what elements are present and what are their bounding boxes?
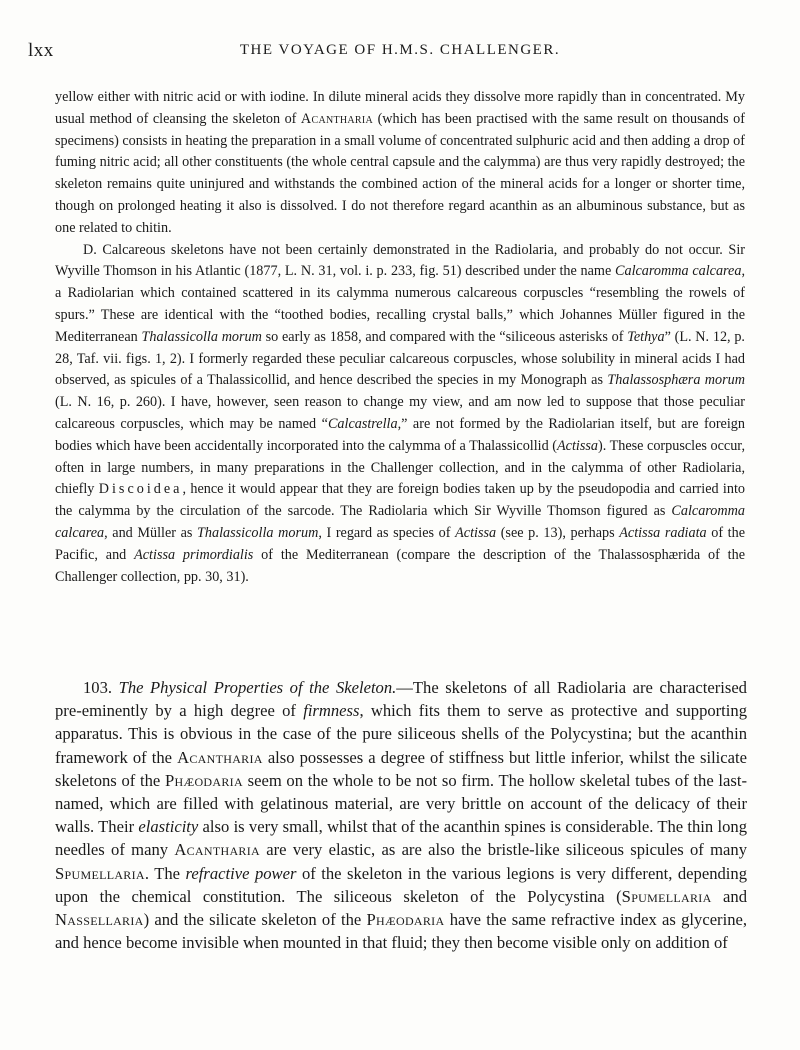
taxon-name: Thalassosphæra morum [607, 372, 745, 389]
taxon-name: Actissa [455, 524, 497, 541]
page-header [28, 40, 772, 70]
small-type-section [55, 87, 745, 588]
section-103 [55, 676, 747, 954]
taxon-name: Tethya [627, 328, 665, 345]
section-heading: The Physical Properties of the Skeleton. [118, 678, 397, 697]
taxon-name: Calcaromma calcarea [55, 503, 745, 541]
small-caps-term: Acantharia [300, 110, 374, 127]
taxon-name: Actissa radiata [619, 524, 707, 541]
taxon-name: Calcaromma calcarea [615, 263, 742, 280]
taxon-name: Thalassicolla morum [197, 524, 319, 541]
small-caps-term: Acantharia [174, 840, 260, 860]
small-caps-term: Nassellaria [55, 910, 144, 930]
taxon-name: Actissa [557, 437, 598, 454]
paragraph-calcareous-skeletons: D. Calcareous skeletons have not been certainly demonstrated in the Radiolaria, and probably do not occur. Sir Wyville Thomson in his Atlantic (1877, L. N. 31, vol. i. p. 233, fig. 51) described under the name Calcaromma calcarea, a Radiolarian which contained scattered in its calymma numerous calcareous corpuscles “resembling the rowels of spurs.” These are identical with the “toothed bodies, recalling crystal balls,” which Johannes Müller figured in the Mediterranean Thalassicolla morum so early as 1858, and compared with the “siliceous asterisks of Tethya” (L. N. 12, p. 28, Taf. vii. figs. 1, 2). I formerly regarded these peculiar calcareous corpuscles, whose solubility in mineral acids I had observed, as spicules of a Thalassicollid, and hence described the species in my Monograph as Thalassosphæra morum (L. N. 16, p. 260). I have, however, seen reason to change my view, and am now led to suppose that those peculiar calcareous corpuscles, which may be named “Calcastrella,” are not formed by the Radiolarian itself, but are foreign bodies which have been accidentally incorporated into the calymma of a Thalassicollid (Actissa). These corpuscles occur, often in large numbers, in many preparations in the Challenger collection, and in the calymma of other Radiolaria, chiefly Discoidea, hence it would appear that they are foreign bodies taken up by the pseudopodia and carried into the calymma by the circulation of the sarcode. The Radiolaria which Sir Wyville Thomson figured as Calcaromma calcarea, and Müller as Thalassicolla morum, I regard as species of Actissa (see p. 13), perhaps Actissa radiata of the Pacific, and Actissa primordialis of the Mediterranean (compare the description of the Thalassosphærida of the Challenger collection, pp. 30, 31). [55, 241, 746, 585]
paragraph-acanthin-solubility: yellow either with nitric acid or with iodine. In dilute mineral acids they dissolve more rapidly than in concentrated. My usual method of cleansing the skeleton of Acantharia (which has been practised with the same result on thousands of specimens) consists in heating the preparation in a small volume of concentrated sulphuric acid and then adding a drop of fuming nitric acid; all other constituents (the whole central capsule and the calymma) are thus very rapidly destroyed; the skeleton remains quite uninjured and withstands the combined action of the mineral acids for a longer or shorter time, though on prolonged heating it also is dissolved. I do not therefore regard acanthin as an albuminous substance, but as one related to chitin. [55, 89, 745, 236]
small-caps-term: Spumellaria [55, 863, 145, 883]
taxon-name: Calcastrella [327, 415, 398, 432]
small-caps-term: Phæodaria [164, 770, 243, 790]
spaced-term: Discoidea [98, 481, 183, 498]
emphasis: firmness [303, 701, 360, 721]
small-caps-term: Phæodaria [366, 910, 445, 930]
running-title: THE VOYAGE OF H.M.S. CHALLENGER. [239, 42, 561, 58]
paragraph-physical-properties: 103. The Physical Properties of the Skeleton.—The skeletons of all Radiolaria are characterised pre-eminently by a high degree of firmness, which fits them to serve as protective and supporting apparatus. This is obvious in the case of the pure siliceous shells of the Polycystina; but the acanthin framework of the Acantharia also possesses a degree of stiffness but little inferior, whilst the silicate skeletons of the Phæodaria seem on the whole to be not so firm. The hollow skeletal tubes of the last-named, which are filled with gelatinous material, are very brittle on account of the delicacy of their walls. Their elasticity also is very small, whilst that of the acanthin spines is considerable. The thin long needles of many Acantharia are very elastic, as are also the bristle-like siliceous spicules of many Spumellaria. The refractive power of the skeleton in the various legions is very different, depending upon the chemical constitution. The siliceous skeleton of the Polycystina (Spumellaria and Nassellaria) and the silicate skeleton of the Phæodaria have the same refractive index as glycerine, and hence become invisible when mounted in that fluid; they then become visible only on addition of [55, 678, 748, 953]
emphasis: refractive power [185, 863, 297, 883]
taxon-name: Actissa primordialis [134, 546, 254, 563]
small-caps-term: Acantharia [177, 747, 263, 767]
small-caps-term: Spumellaria [621, 886, 712, 906]
page-number: lxx [28, 40, 54, 61]
taxon-name: Thalassicolla morum [141, 328, 262, 345]
section-number: 103. [83, 678, 113, 697]
emphasis: elasticity [138, 817, 199, 837]
